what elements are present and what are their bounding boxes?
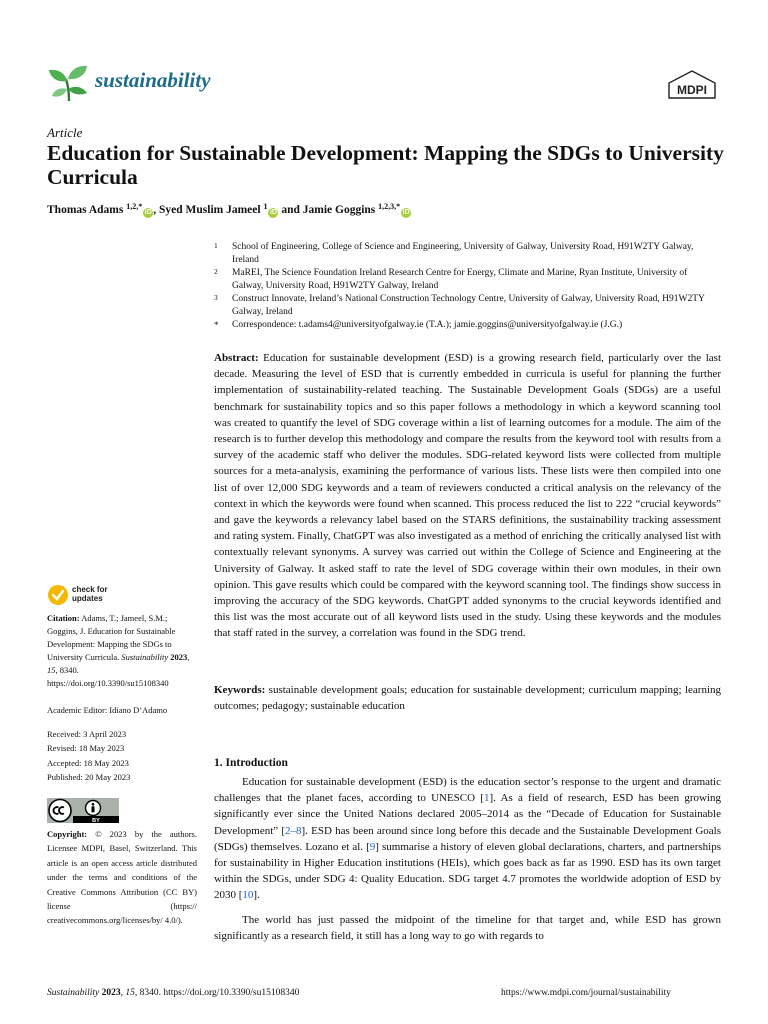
affiliation-text: School of Engineering, College of Science and Engineering, University of Galway, University Road, H91W2TY Galway, Ireland bbox=[232, 242, 694, 265]
citation-link[interactable]: 2–8 bbox=[285, 824, 302, 837]
author-list bbox=[47, 202, 411, 218]
footer-journal: Sustainability bbox=[47, 988, 100, 998]
footer-doi[interactable]: , 8340. https://doi.org/10.3390/su15108340 bbox=[134, 988, 300, 998]
intro-text: ]. bbox=[253, 889, 260, 902]
citation-link[interactable]: 9 bbox=[369, 840, 376, 853]
affiliation-mark: 2 bbox=[214, 267, 218, 276]
footer-citation bbox=[47, 988, 299, 998]
abstract-text: Education for sustainable development (ESD) is a growing research field, particularly over the last decade. Measuring the level of ESD that is currently embedded in curricula is useful for planning the further implementation of sustainability-related teaching. The Sustainable Development Goals (SDGs) are a useful benchmark for sustainability topics and so this paper follows a methodology in which a keyword scanning tool was created to quantify the level of SDG coverage within a list of learning outcomes for a module. The aim of the research is to further develop this methodology and compare the results from the keyword tool with results from a survey of the academic staff who deliver the modules. SDG-related keyword lists were collected from multiple sources for a meta-analysis, examining the performance of various lists. These lists were then compiled into one list of over 12,000 SDG keywords and a team of reviewers conducted a critical analysis on the relevancy of the context in which the keywords were found when scanned. This process reduced the list to 222 “crucial keywords” and gave the keywords a relevancy label based on the STARS definitions, the sustainability tracking assessment and rating system. Finally, ChatGPT was also investigated as a method of enriching the critically analysed list with contextually relevant synonyms. A survey was carried out within the College of Science and Engineering at the University of Galway. It asked staff to rate the level of SDG coverage within their own modules, in their own opinion. This gave results which could be compared with the keyword scanning tool. The findings show success in improving the accuracy of the SDG keywords. ChatGPT added synonyms to the crucial keywords identified and this list was the most accurate out of all keyword lists used in the study. Using these keywords and the modules that staff rated in the survey, a correlation was found in the SDG trend. bbox=[214, 352, 721, 640]
journal-leaf-logo-icon bbox=[47, 63, 91, 103]
date-accepted: Accepted: 18 May 2023 bbox=[47, 757, 129, 768]
author-affil-mark: 1,2,3,* bbox=[378, 202, 401, 211]
check-updates-line: updates bbox=[72, 594, 103, 603]
affiliation-mark: * bbox=[214, 320, 219, 330]
intro-text: ] summarise a history of eleven global declarations, charters, and partnerships for sustainability in Higher Education institutions (HEIs), which goes back as far as 1990. ESD has its own target within the SDGs, under SDG 4: Quality Education. SDG target 4.7 promotes the worldwide adoption of ESD by 2030 [ bbox=[214, 840, 722, 902]
citation-volume: , 15 bbox=[47, 652, 190, 675]
mdpi-logo-icon bbox=[666, 70, 718, 100]
affiliation-item bbox=[214, 293, 719, 319]
citation-link[interactable]: 10 bbox=[242, 889, 254, 902]
author-affil-mark: 1,2,* bbox=[126, 202, 143, 211]
affiliation-mark: 1 bbox=[214, 241, 218, 250]
footer-year: 2023 bbox=[99, 988, 121, 998]
intro-text: Education for sustainable development (ESD) is the education sector’s response to the urgent and dramatic challenges that the planet faces, according to UNESCO [ bbox=[214, 776, 721, 805]
cc-by-label: BY bbox=[92, 818, 100, 823]
footer-volume: , 15 bbox=[120, 988, 135, 998]
orcid-icon[interactable]: iD bbox=[144, 209, 152, 216]
article-dates bbox=[47, 727, 130, 784]
check-for-updates-button[interactable] bbox=[72, 585, 108, 603]
footer-journal-url[interactable]: https://www.mdpi.com/journal/sustainability bbox=[501, 988, 671, 998]
keywords-label: Keywords: bbox=[214, 684, 266, 696]
author-affil-mark: 1 bbox=[263, 202, 268, 211]
keywords bbox=[214, 682, 721, 714]
date-received: Received: 3 April 2023 bbox=[47, 729, 127, 739]
academic-editor: Academic Editor: Idiano D’Adamo bbox=[47, 705, 168, 715]
article-type: Article bbox=[47, 125, 83, 140]
author-name[interactable]: Thomas Adams bbox=[47, 204, 124, 216]
abstract-label: Abstract: bbox=[214, 352, 259, 364]
citation-link[interactable]: 1 bbox=[483, 792, 490, 805]
author-separator: , bbox=[153, 204, 159, 216]
orcid-icon[interactable]: iD bbox=[269, 209, 277, 216]
intro-paragraph bbox=[214, 774, 721, 904]
check-for-updates-icon[interactable] bbox=[47, 584, 69, 606]
copyright bbox=[47, 827, 197, 928]
check-updates-line: check for bbox=[72, 585, 108, 594]
cc-by-license-icon[interactable] bbox=[47, 798, 119, 823]
affiliation-text: Construct Innovate, Ireland’s National Construction Technology Centre, University of Galway, University Road, H91W2TY Galway, Ireland bbox=[232, 294, 705, 317]
correspondence bbox=[214, 319, 719, 332]
journal-name: sustainability bbox=[95, 68, 211, 92]
section-heading-introduction: 1. Introduction bbox=[214, 757, 288, 769]
author-name[interactable]: Jamie Goggins bbox=[302, 204, 376, 216]
affiliation-item bbox=[214, 267, 719, 293]
intro-text: ]. ESD has been around since long before this decade and the Sustainable Development Goals (SDGs) themselves. Lozano et al. [ bbox=[214, 824, 721, 853]
author-name[interactable]: Syed Muslim Jameel bbox=[159, 204, 261, 216]
intro-text: ]. As a field of research, ESD has been growing significantly ever since the United Nations declared 2005–2014 as the “Decade of Education for Sustainable Development” [ bbox=[214, 792, 721, 837]
author-separator: and bbox=[278, 204, 303, 216]
citation-journal: Sustainability bbox=[121, 652, 169, 662]
keywords-text: sustainable development goals; education for sustainable development; curriculum mapping; learning outcomes; pedagogy; sustainable education bbox=[214, 684, 721, 713]
affiliation-mark: 3 bbox=[214, 293, 218, 302]
citation-doi[interactable]: , 8340. https://doi.org/10.3390/su15108340 bbox=[47, 665, 169, 688]
intro-paragraph: The world has just passed the midpoint of the timeline for that target and, while ESD has grown significantly as a research field, it still has a long way to go with regards to bbox=[214, 914, 721, 943]
date-revised: Revised: 18 May 2023 bbox=[47, 743, 125, 754]
article-title: Education for Sustainable Development: Mapping the SDGs to University Curricula bbox=[47, 141, 724, 189]
citation-year: 2023 bbox=[168, 652, 188, 662]
abstract bbox=[214, 350, 721, 642]
affiliations bbox=[214, 241, 719, 332]
affiliation-item bbox=[214, 241, 719, 267]
affiliation-text: MaREI, The Science Foundation Ireland Research Centre for Energy, Climate and Marine, Ryan Institute, University of Galway, University Road, H91W2TY Galway, Ireland bbox=[232, 268, 688, 291]
citation bbox=[47, 612, 197, 690]
citation-label: Citation: bbox=[47, 613, 80, 623]
correspondence-text[interactable]: Correspondence: t.adams4@universityofgalway.ie (T.A.); jamie.goggins@universityofgalway.ie (J.G.) bbox=[232, 320, 623, 330]
publisher-name: MDPI bbox=[677, 83, 707, 97]
copyright-label: Copyright: bbox=[47, 829, 88, 839]
date-published: Published: 20 May 2023 bbox=[47, 771, 131, 782]
citation-text: Adams, T.; Jameel, S.M.; Goggins, J. Education for Sustainable Development: Mapping the SDGs to University Curricula. bbox=[47, 613, 176, 662]
copyright-text: © 2023 by the authors. Licensee MDPI, Basel, Switzerland. This article is an open access article distributed under the terms and conditions of the Creative Commons Attribution (CC BY) license (https:// creativecommons.org/licenses/by/ 4.0/). bbox=[47, 829, 197, 926]
orcid-icon[interactable]: iD bbox=[402, 209, 410, 216]
